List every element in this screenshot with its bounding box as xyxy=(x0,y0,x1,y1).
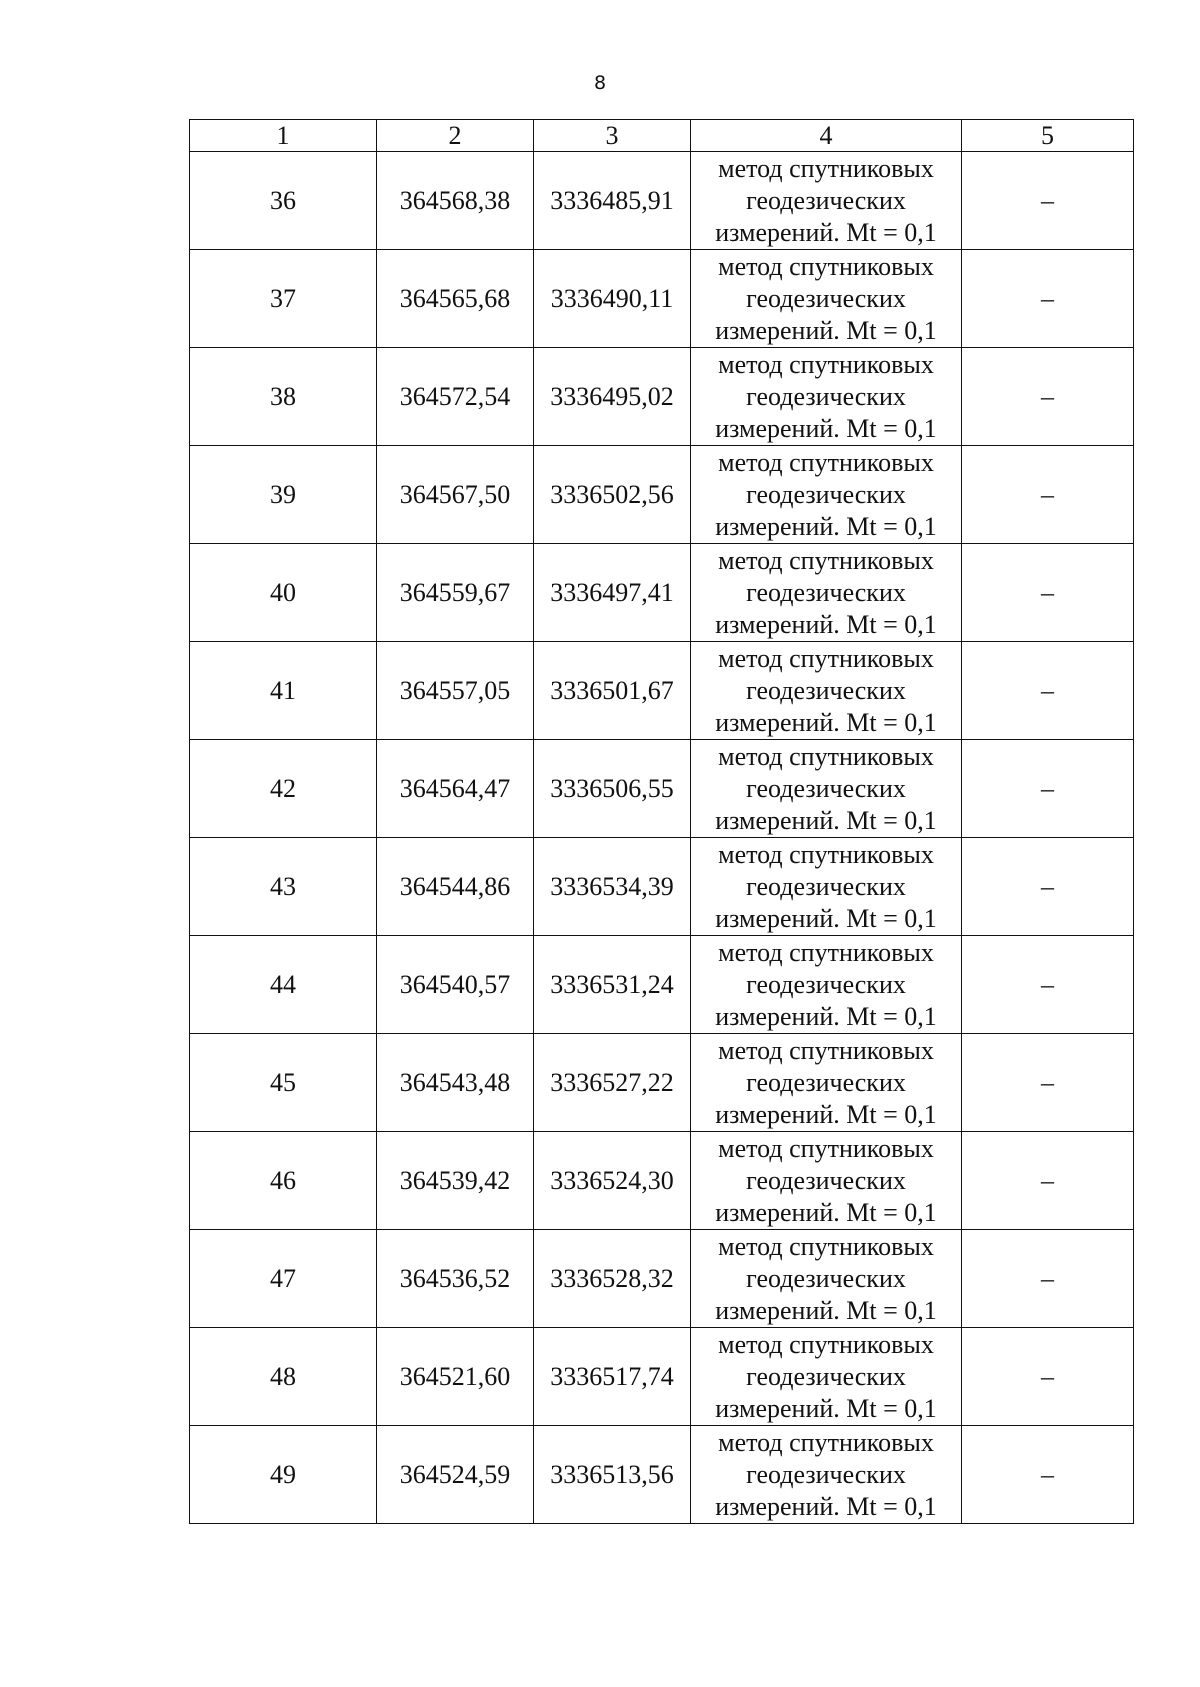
x-coordinate-cell: 364543,48 xyxy=(377,1034,534,1132)
column-header: 1 xyxy=(190,120,377,152)
x-coordinate-cell: 364567,50 xyxy=(377,446,534,544)
column-header: 3 xyxy=(534,120,691,152)
method-cell xyxy=(691,740,962,838)
method-line: геодезических xyxy=(746,773,906,803)
method-line: геодезических xyxy=(746,479,906,509)
table-row xyxy=(190,936,1134,1034)
y-coordinate-cell: 3336527,22 xyxy=(534,1034,691,1132)
y-coordinate-cell: 3336534,39 xyxy=(534,838,691,936)
method-line: измерений. Mt = 0,1 xyxy=(715,805,937,835)
y-coordinate-cell: 3336517,74 xyxy=(534,1328,691,1426)
table-row xyxy=(190,1132,1134,1230)
note-cell: – xyxy=(962,936,1134,1034)
note-cell: – xyxy=(962,1328,1134,1426)
method-line: метод спутниковых xyxy=(718,1329,934,1359)
x-coordinate-cell: 364564,47 xyxy=(377,740,534,838)
point-number-cell: 37 xyxy=(190,250,377,348)
method-line: измерений. Mt = 0,1 xyxy=(715,903,937,933)
method-line: метод спутниковых xyxy=(718,349,934,379)
method-cell xyxy=(691,544,962,642)
note-cell: – xyxy=(962,446,1134,544)
method-cell xyxy=(691,642,962,740)
note-cell: – xyxy=(962,348,1134,446)
y-coordinate-cell: 3336485,91 xyxy=(534,152,691,250)
point-number-cell: 45 xyxy=(190,1034,377,1132)
method-line: геодезических xyxy=(746,1165,906,1195)
method-line: измерений. Mt = 0,1 xyxy=(715,315,937,345)
y-coordinate-cell: 3336531,24 xyxy=(534,936,691,1034)
table-row xyxy=(190,1034,1134,1132)
method-line: измерений. Mt = 0,1 xyxy=(715,1491,937,1521)
method-cell xyxy=(691,152,962,250)
column-header: 2 xyxy=(377,120,534,152)
point-number-cell: 43 xyxy=(190,838,377,936)
column-header: 5 xyxy=(962,120,1134,152)
note-cell: – xyxy=(962,1230,1134,1328)
coordinates-table xyxy=(189,119,1134,1524)
method-line: метод спутниковых xyxy=(718,937,934,967)
method-line: метод спутниковых xyxy=(718,1427,934,1457)
point-number-cell: 40 xyxy=(190,544,377,642)
note-cell: – xyxy=(962,152,1134,250)
method-cell xyxy=(691,838,962,936)
method-line: измерений. Mt = 0,1 xyxy=(715,1001,937,1031)
table-row xyxy=(190,642,1134,740)
method-line: метод спутниковых xyxy=(718,741,934,771)
table-row xyxy=(190,1426,1134,1524)
method-cell xyxy=(691,1328,962,1426)
y-coordinate-cell: 3336513,56 xyxy=(534,1426,691,1524)
y-coordinate-cell: 3336490,11 xyxy=(534,250,691,348)
method-line: измерений. Mt = 0,1 xyxy=(715,1393,937,1423)
point-number-cell: 42 xyxy=(190,740,377,838)
note-cell: – xyxy=(962,544,1134,642)
y-coordinate-cell: 3336497,41 xyxy=(534,544,691,642)
method-line: метод спутниковых xyxy=(718,643,934,673)
table-row xyxy=(190,740,1134,838)
method-line: измерений. Mt = 0,1 xyxy=(715,609,937,639)
y-coordinate-cell: 3336495,02 xyxy=(534,348,691,446)
method-line: измерений. Mt = 0,1 xyxy=(715,1197,937,1227)
method-line: метод спутниковых xyxy=(718,1231,934,1261)
column-header: 4 xyxy=(691,120,962,152)
point-number-cell: 49 xyxy=(190,1426,377,1524)
table-row xyxy=(190,1328,1134,1426)
point-number-cell: 38 xyxy=(190,348,377,446)
method-line: метод спутниковых xyxy=(718,153,934,183)
point-number-cell: 44 xyxy=(190,936,377,1034)
table-row xyxy=(190,1230,1134,1328)
method-line: геодезических xyxy=(746,283,906,313)
table-row xyxy=(190,152,1134,250)
method-line: геодезических xyxy=(746,1263,906,1293)
table-row xyxy=(190,250,1134,348)
method-line: геодезических xyxy=(746,1067,906,1097)
note-cell: – xyxy=(962,1426,1134,1524)
x-coordinate-cell: 364568,38 xyxy=(377,152,534,250)
x-coordinate-cell: 364544,86 xyxy=(377,838,534,936)
method-line: геодезических xyxy=(746,1459,906,1489)
method-cell xyxy=(691,250,962,348)
method-line: метод спутниковых xyxy=(718,1035,934,1065)
method-line: измерений. Mt = 0,1 xyxy=(715,1099,937,1129)
y-coordinate-cell: 3336506,55 xyxy=(534,740,691,838)
table-row xyxy=(190,838,1134,936)
x-coordinate-cell: 364572,54 xyxy=(377,348,534,446)
method-line: геодезических xyxy=(746,871,906,901)
point-number-cell: 47 xyxy=(190,1230,377,1328)
method-line: измерений. Mt = 0,1 xyxy=(715,413,937,443)
method-cell xyxy=(691,1132,962,1230)
x-coordinate-cell: 364521,60 xyxy=(377,1328,534,1426)
x-coordinate-cell: 364559,67 xyxy=(377,544,534,642)
point-number-cell: 46 xyxy=(190,1132,377,1230)
method-line: измерений. Mt = 0,1 xyxy=(715,217,937,247)
method-line: измерений. Mt = 0,1 xyxy=(715,511,937,541)
note-cell: – xyxy=(962,1132,1134,1230)
method-line: измерений. Mt = 0,1 xyxy=(715,707,937,737)
y-coordinate-cell: 3336524,30 xyxy=(534,1132,691,1230)
page-number: 8 xyxy=(593,72,607,94)
method-line: метод спутниковых xyxy=(718,1133,934,1163)
note-cell: – xyxy=(962,1034,1134,1132)
table-header-row xyxy=(190,120,1134,152)
method-cell xyxy=(691,1426,962,1524)
point-number-cell: 41 xyxy=(190,642,377,740)
note-cell: – xyxy=(962,250,1134,348)
y-coordinate-cell: 3336501,67 xyxy=(534,642,691,740)
y-coordinate-cell: 3336528,32 xyxy=(534,1230,691,1328)
x-coordinate-cell: 364565,68 xyxy=(377,250,534,348)
method-cell xyxy=(691,936,962,1034)
method-line: метод спутниковых xyxy=(718,545,934,575)
note-cell: – xyxy=(962,838,1134,936)
point-number-cell: 39 xyxy=(190,446,377,544)
method-line: геодезических xyxy=(746,381,906,411)
method-line: геодезических xyxy=(746,577,906,607)
point-number-cell: 36 xyxy=(190,152,377,250)
table-body xyxy=(190,152,1134,1524)
x-coordinate-cell: 364539,42 xyxy=(377,1132,534,1230)
method-line: измерений. Mt = 0,1 xyxy=(715,1295,937,1325)
table-row xyxy=(190,544,1134,642)
method-cell xyxy=(691,1034,962,1132)
table-row xyxy=(190,446,1134,544)
method-cell xyxy=(691,348,962,446)
method-cell xyxy=(691,446,962,544)
method-line: метод спутниковых xyxy=(718,447,934,477)
y-coordinate-cell: 3336502,56 xyxy=(534,446,691,544)
method-line: метод спутниковых xyxy=(718,839,934,869)
method-line: геодезических xyxy=(746,1361,906,1391)
method-line: геодезических xyxy=(746,675,906,705)
table-row xyxy=(190,348,1134,446)
method-line: геодезических xyxy=(746,969,906,999)
x-coordinate-cell: 364536,52 xyxy=(377,1230,534,1328)
method-cell xyxy=(691,1230,962,1328)
point-number-cell: 48 xyxy=(190,1328,377,1426)
x-coordinate-cell: 364524,59 xyxy=(377,1426,534,1524)
method-line: метод спутниковых xyxy=(718,251,934,281)
x-coordinate-cell: 364540,57 xyxy=(377,936,534,1034)
note-cell: – xyxy=(962,642,1134,740)
method-line: геодезических xyxy=(746,185,906,215)
x-coordinate-cell: 364557,05 xyxy=(377,642,534,740)
note-cell: – xyxy=(962,740,1134,838)
